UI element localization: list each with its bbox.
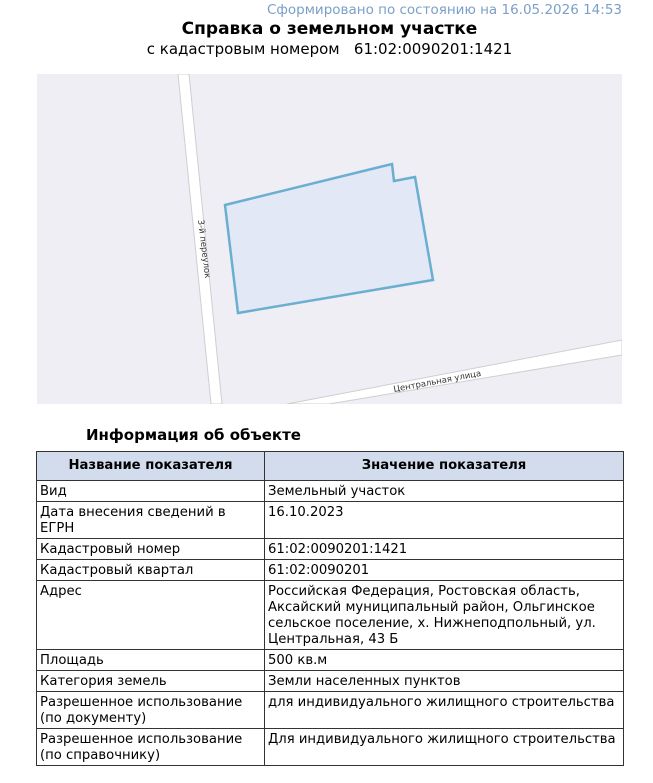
row-value: для индивидуального жилищного строительства: [265, 692, 624, 729]
table-row: [37, 581, 624, 650]
street-label-central: Центральная улица: [392, 368, 483, 395]
table-row: [37, 560, 624, 581]
row-name: Вид: [37, 481, 265, 502]
row-value: Российская Федерация, Ростовская область, Аксайский муниципальный район, Ольгинское сельское поселение, х. Нижнеподпольный, ул. Центральная, 43 Б: [265, 581, 624, 650]
table-row: [37, 502, 624, 539]
row-name: Кадастровый номер: [37, 539, 265, 560]
row-value: 16.10.2023: [265, 502, 624, 539]
street-label-3rd-lane: 3-й переулок: [195, 219, 213, 279]
object-info-table: [36, 451, 624, 766]
report-timestamp: Сформировано по состоянию на 16.05.2026 14:53: [266, 2, 622, 18]
table-row: [37, 671, 624, 692]
column-header-name: Название показателя: [37, 452, 265, 481]
row-name: Площадь: [37, 650, 265, 671]
table-row: [37, 539, 624, 560]
subtitle-cadastral-number: 61:02:0090201:1421: [353, 40, 513, 58]
row-name: Разрешенное использование (по документу): [37, 692, 265, 729]
row-value: Для индивидуального жилищного строительства: [265, 729, 624, 766]
row-value: 500 кв.м: [265, 650, 624, 671]
land-parcel-outline[interactable]: [225, 164, 433, 313]
row-value: Земельный участок: [265, 481, 624, 502]
row-name: Адрес: [37, 581, 265, 650]
table-row: [37, 481, 624, 502]
map-canvas: [37, 74, 622, 404]
table-row: [37, 729, 624, 766]
row-value: 61:02:0090201: [265, 560, 624, 581]
page-title: Справка о земельном участке: [181, 19, 478, 39]
row-value: 61:02:0090201:1421: [265, 539, 624, 560]
parcel-map[interactable]: [37, 74, 622, 404]
section-title: Информация об объекте: [86, 426, 301, 444]
page-subtitle: [0, 40, 653, 58]
row-name: Разрешенное использование (по справочнику): [37, 729, 265, 766]
row-name: Категория земель: [37, 671, 265, 692]
table-header-row: [37, 452, 624, 481]
table-row: [37, 650, 624, 671]
table-row: [37, 692, 624, 729]
row-name: Кадастровый квартал: [37, 560, 265, 581]
subtitle-prefix: с кадастровым номером: [146, 40, 340, 58]
row-value: Земли населенных пунктов: [265, 671, 624, 692]
row-name: Дата внесения сведений в ЕГРН: [37, 502, 265, 539]
road-central-street: [287, 340, 622, 404]
column-header-value: Значение показателя: [265, 452, 624, 481]
